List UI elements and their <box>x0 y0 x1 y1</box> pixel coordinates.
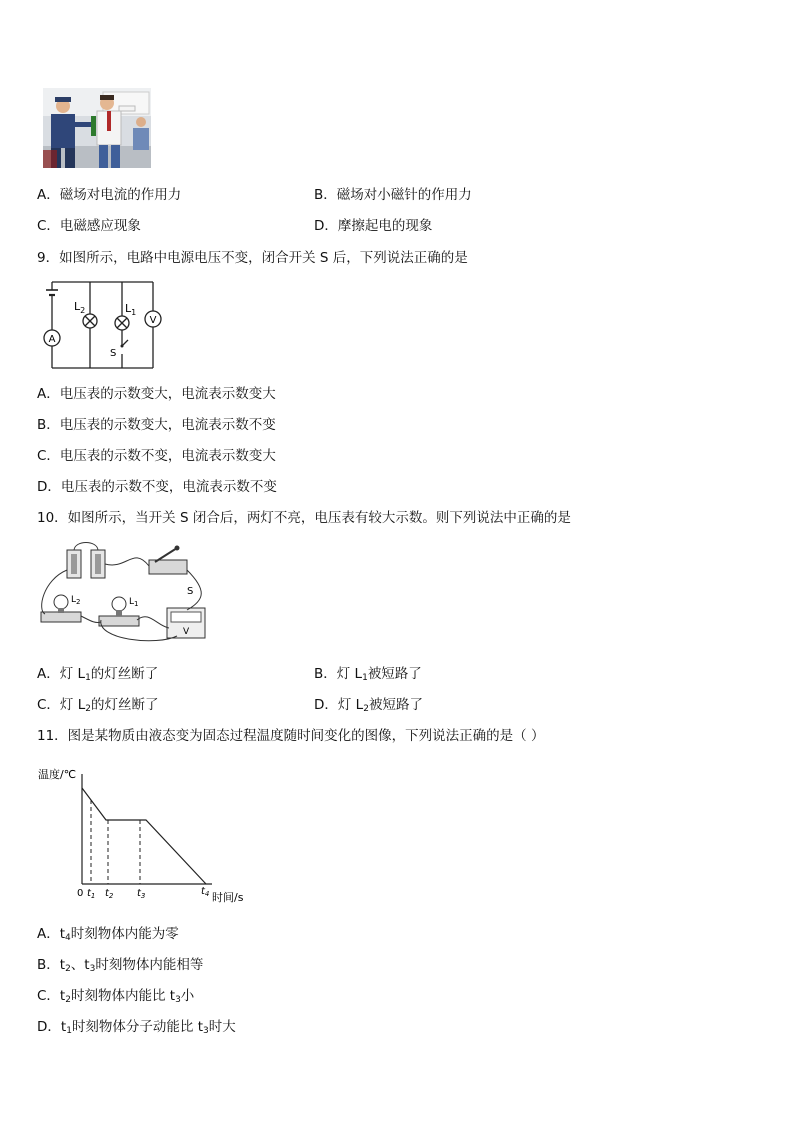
ammeter-label: A <box>48 334 56 345</box>
q9-option-b: B．电压表的示数变大，电流表示数不变 <box>37 417 276 433</box>
l2-label: $L_2$ <box>74 300 86 315</box>
temperature-curve <box>82 788 206 884</box>
lamp-l1-icon <box>115 316 129 330</box>
q11-stem: 11．图是某物质由液态变为固态过程温度随时间变化的图像，下列说法正确的是（ ） <box>37 728 545 744</box>
q9-option-d: D．电压表的示数不变，电流表示数不变 <box>37 479 277 495</box>
q10-stem: 10．如图所示，当开关 S 闭合后，两灯不亮，电压表有较大示数。则下列说法中正确的是 <box>37 510 571 526</box>
switch-label: S <box>187 586 194 597</box>
q8-option-a: A．磁场对电流的作用力 <box>37 187 182 203</box>
security-check-illustration <box>43 88 151 168</box>
q11-option-a: A．$t_4$时刻物体内能为零 <box>37 926 179 943</box>
q8-option-b: B．磁场对小磁针的作用力 <box>314 187 472 203</box>
l1-label: $L_1$ <box>129 597 139 608</box>
l1-label: $L_1$ <box>125 302 137 317</box>
q9-stem: 9．如图所示，电路中电源电压不变，闭合开关 S 后，下列说法正确的是 <box>37 250 468 266</box>
knife-switch-icon <box>149 546 187 575</box>
tick-t4: $t_4$ <box>201 886 210 898</box>
q9-circuit-diagram <box>38 278 163 372</box>
switch-label: S <box>110 348 117 359</box>
tick-t3: $t_3$ <box>137 888 146 900</box>
q11-option-b: B．$t_2$、$t_3$时刻物体内能相等 <box>37 957 204 974</box>
q11-option-c: C．$t_2$时刻物体内能比 $t_3$小 <box>37 988 195 1005</box>
x-axis-label: 时间/s <box>212 891 244 904</box>
tick-t2: $t_2$ <box>105 888 114 900</box>
lamp-l2-icon <box>83 314 97 328</box>
q10-option-b: B．灯 $L_1$被短路了 <box>314 666 422 683</box>
q10-option-a: A．灯 $L_1$的灯丝断了 <box>37 666 159 683</box>
q11-option-d: D．$t_1$时刻物体分子动能比 $t_3$时大 <box>37 1019 236 1036</box>
security-check-photo <box>43 88 151 168</box>
meter-label: V <box>183 627 190 637</box>
tick-t1: $t_1$ <box>87 888 96 900</box>
l2-label: $L_2$ <box>71 595 81 606</box>
voltmeter-label: V <box>149 315 157 326</box>
q9-option-a: A．电压表的示数变大，电流表示数变大 <box>37 386 276 402</box>
q10-circuit-photo <box>37 540 209 652</box>
q10-option-c: C．灯 $L_2$的灯丝断了 <box>37 697 159 714</box>
battery-icon <box>67 550 105 578</box>
q8-option-d: D．摩擦起电的现象 <box>314 218 433 234</box>
origin-label: 0 <box>77 888 84 899</box>
y-axis-label: 温度/℃ <box>38 768 77 781</box>
q8-option-c: C．电磁感应现象 <box>37 218 141 234</box>
q11-temperature-graph <box>36 760 252 908</box>
q9-option-c: C．电压表的示数不变，电流表示数变大 <box>37 448 276 464</box>
q10-option-d: D．灯 $L_2$被短路了 <box>314 697 423 714</box>
